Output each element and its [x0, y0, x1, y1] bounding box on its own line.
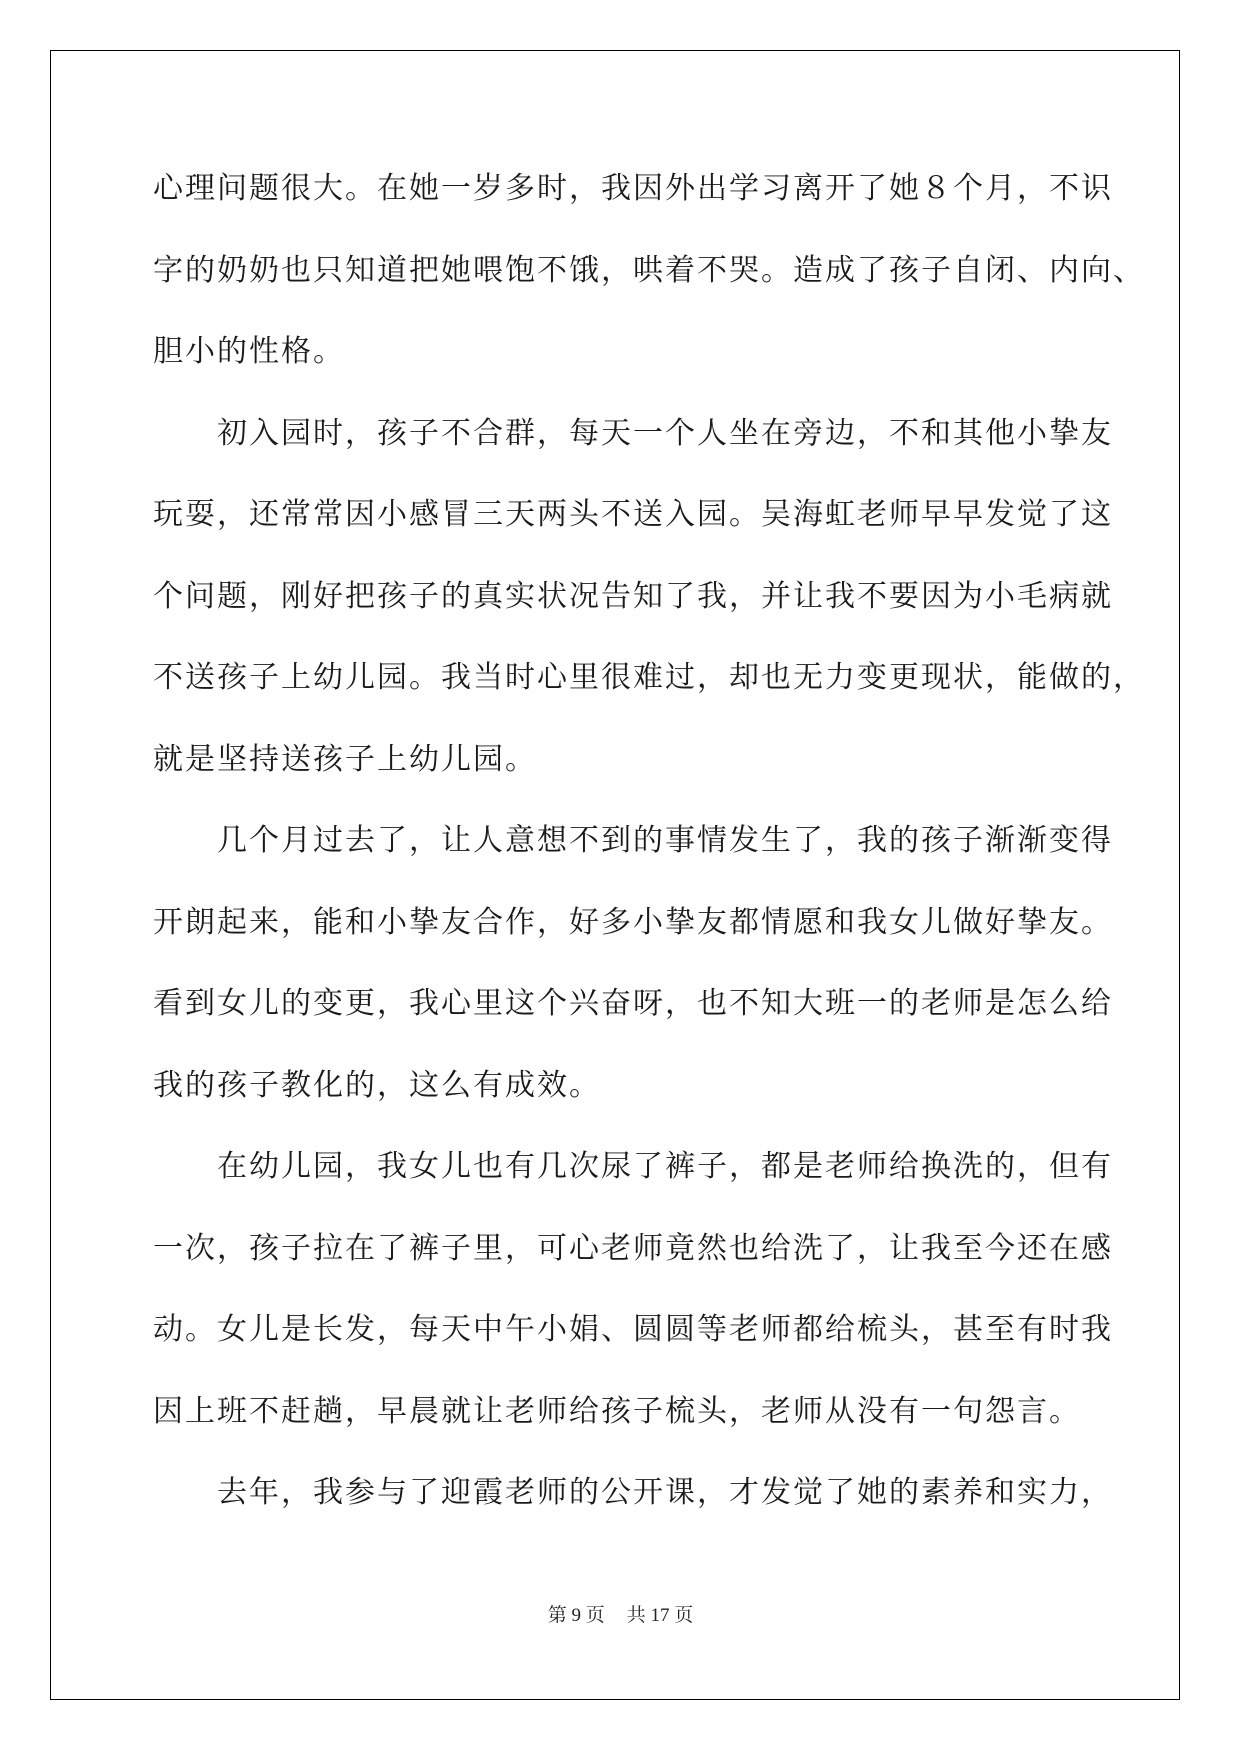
- text-line: 我的孩子教化的，这么有成效。: [153, 1067, 601, 1103]
- text-line: 动。女儿是长发，每天中午小娟、圆圆等老师都给梳头，甚至有时我: [153, 1312, 1113, 1347]
- text-line: 因上班不赶趟，早晨就让老师给孩子梳头，老师从没有一句怨言。: [153, 1393, 1081, 1429]
- document-body: [153, 155, 1145, 1541]
- page-number: 第 9 页: [547, 1605, 605, 1626]
- text-line: 不送孩子上幼儿园。我当时心里很难过，却也无力变更现状，能做的，: [153, 660, 1145, 695]
- page-footer: [0, 1600, 1241, 1627]
- page-total: 共 17 页: [626, 1605, 694, 1626]
- text-line: 玩耍，还常常因小感冒三天两头不送入园。吴海虹老师早早发觉了这: [153, 497, 1113, 532]
- paragraph-start-line: 初入园时，孩子不合群，每天一个人坐在旁边，不和其他小挚友: [217, 415, 1113, 451]
- text-line: 胆小的性格。: [153, 334, 345, 369]
- paragraph-start-line: 几个月过去了，让人意想不到的事情发生了，我的孩子渐渐变得: [217, 823, 1113, 858]
- text-line: 一次，孩子拉在了裤子里，可心老师竟然也给洗了，让我至今还在感: [153, 1230, 1113, 1266]
- text-line: 心理问题很大。在她一岁多时，我因外出学习离开了她８个月，不识: [153, 171, 1113, 206]
- text-line: 个问题，刚好把孩子的真实状况告知了我，并让我不要因为小毛病就: [153, 578, 1113, 614]
- text-line: 看到女儿的变更，我心里这个兴奋呀，也不知大班一的老师是怎么给: [153, 986, 1113, 1021]
- text-line: 开朗起来，能和小挚友合作，好多小挚友都情愿和我女儿做好挚友。: [153, 904, 1113, 940]
- text-line: 就是坚持送孩子上幼儿园。: [153, 741, 537, 777]
- paragraph-start-line: 在幼儿园，我女儿也有几次尿了裤子，都是老师给换洗的，但有: [217, 1149, 1113, 1184]
- paragraph-start-line: 去年，我参与了迎霞老师的公开课，才发觉了她的素养和实力，: [217, 1475, 1113, 1510]
- text-line: 字的奶奶也只知道把她喂饱不饿，哄着不哭。造成了孩子自闭、内向、: [153, 252, 1145, 288]
